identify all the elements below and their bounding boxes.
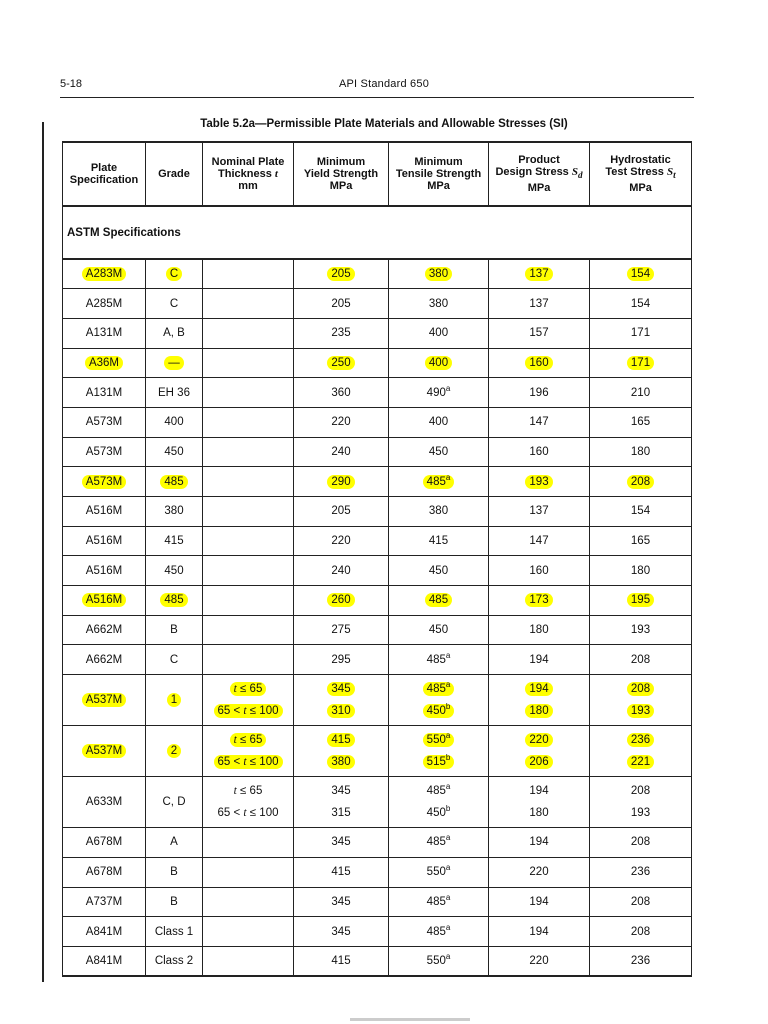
design-stress-cell: 173: [489, 586, 590, 616]
grade-cell: 485: [146, 586, 203, 616]
design-stress-cell: 160: [489, 437, 590, 467]
spec-cell: A573M: [63, 467, 146, 497]
test-stress-cell: 208: [590, 887, 692, 917]
tensile-cell: 485$^a$: [389, 645, 489, 675]
spec-cell: A841M: [63, 917, 146, 947]
test-stress-cell: 180: [590, 556, 692, 586]
running-header: API Standard 650: [338, 78, 430, 90]
table-row: [63, 556, 692, 586]
grade-cell: C: [146, 645, 203, 675]
test-stress-cell: 180: [590, 437, 692, 467]
table-row: [63, 645, 692, 675]
table-row: [63, 586, 692, 616]
design-stress-cell: 180: [489, 615, 590, 645]
spec-cell: A633M: [63, 777, 146, 828]
grade-cell: A: [146, 828, 203, 858]
yield-cell: 345: [294, 887, 389, 917]
test-stress-cell: 236: [590, 946, 692, 976]
table-row: [63, 407, 692, 437]
yield-cell: 415: [294, 857, 389, 887]
thickness-cell: [203, 586, 294, 616]
grade-cell: B: [146, 887, 203, 917]
tensile-cell: 485$^a$: [389, 828, 489, 858]
table-row: [63, 378, 692, 408]
thickness-cell: [203, 526, 294, 556]
test-stress-cell: 195: [590, 586, 692, 616]
yield-cell: 205: [294, 259, 389, 289]
design-stress-cell: 137: [489, 497, 590, 527]
yield-cell: 250: [294, 348, 389, 378]
design-stress-cell: 194: [489, 645, 590, 675]
table-row: [63, 726, 692, 777]
yield-cell: 345: [294, 828, 389, 858]
yield-cell: 260: [294, 586, 389, 616]
yield-cell: 205: [294, 289, 389, 319]
table-row: [63, 615, 692, 645]
change-bar: [42, 122, 44, 982]
section-row: [63, 206, 692, 259]
table-row: [63, 348, 692, 378]
thickness-cell: [203, 917, 294, 947]
section-label: ASTM Specifications: [63, 206, 692, 259]
spec-cell: A537M: [63, 675, 146, 726]
thickness-cell: t ≤ 65 65 < t ≤ 100: [203, 726, 294, 777]
grade-cell: C: [146, 289, 203, 319]
design-stress-cell: 194 180: [489, 675, 590, 726]
thickness-cell: [203, 857, 294, 887]
test-stress-cell: 154: [590, 259, 692, 289]
test-stress-cell: 171: [590, 348, 692, 378]
yield-cell: 240: [294, 556, 389, 586]
table-row: [63, 887, 692, 917]
tensile-cell: 450: [389, 437, 489, 467]
table-row: [63, 526, 692, 556]
yield-cell: 205: [294, 497, 389, 527]
test-stress-cell: 208 193: [590, 777, 692, 828]
grade-cell: C, D: [146, 777, 203, 828]
spec-cell: A36M: [63, 348, 146, 378]
table-header-row: [63, 142, 692, 206]
thickness-cell: [203, 259, 294, 289]
table-row: [63, 467, 692, 497]
tensile-cell: 550$^a$: [389, 946, 489, 976]
test-stress-cell: 208 193: [590, 675, 692, 726]
footer-watermark: [350, 1018, 470, 1021]
yield-cell: 235: [294, 318, 389, 348]
test-stress-cell: 154: [590, 289, 692, 319]
grade-cell: B: [146, 857, 203, 887]
yield-cell: 290: [294, 467, 389, 497]
yield-cell: 345 310: [294, 675, 389, 726]
spec-cell: A537M: [63, 726, 146, 777]
grade-cell: 415: [146, 526, 203, 556]
spec-cell: A516M: [63, 586, 146, 616]
yield-cell: 345 315: [294, 777, 389, 828]
spec-cell: A678M: [63, 828, 146, 858]
thickness-cell: [203, 946, 294, 976]
tensile-cell: 550$^a$: [389, 857, 489, 887]
thickness-cell: t ≤ 65 65 < t ≤ 100: [203, 777, 294, 828]
tensile-cell: 400: [389, 348, 489, 378]
design-stress-cell: 157: [489, 318, 590, 348]
thickness-cell: [203, 437, 294, 467]
table-row: [63, 917, 692, 947]
table-row: [63, 437, 692, 467]
test-stress-cell: 165: [590, 407, 692, 437]
spec-cell: A516M: [63, 556, 146, 586]
yield-cell: 240: [294, 437, 389, 467]
spec-cell: A678M: [63, 857, 146, 887]
grade-cell: 1: [146, 675, 203, 726]
spec-cell: A516M: [63, 497, 146, 527]
grade-cell: 380: [146, 497, 203, 527]
grade-cell: C: [146, 259, 203, 289]
design-stress-cell: 220 206: [489, 726, 590, 777]
yield-cell: 415: [294, 946, 389, 976]
yield-cell: 360: [294, 378, 389, 408]
page-number: 5-18: [60, 78, 83, 90]
design-stress-cell: 147: [489, 526, 590, 556]
tensile-cell: 485$^a$ 450$^b$: [389, 675, 489, 726]
tensile-cell: 485$^a$: [389, 467, 489, 497]
col-header: Hydrostatic Test Stress $S_t$ MPa: [590, 142, 692, 206]
grade-cell: Class 1: [146, 917, 203, 947]
thickness-cell: [203, 289, 294, 319]
spec-cell: A662M: [63, 645, 146, 675]
table-row: [63, 497, 692, 527]
spec-cell: A131M: [63, 318, 146, 348]
grade-cell: A, B: [146, 318, 203, 348]
thickness-cell: [203, 828, 294, 858]
thickness-cell: [203, 318, 294, 348]
yield-cell: 345: [294, 917, 389, 947]
table-row: [63, 946, 692, 976]
table-caption: Table 5.2a—Permissible Plate Materials and Allowable Stresses (SI): [200, 118, 568, 130]
thickness-cell: [203, 407, 294, 437]
design-stress-cell: 193: [489, 467, 590, 497]
thickness-cell: t ≤ 65 65 < t ≤ 100: [203, 675, 294, 726]
test-stress-cell: 208: [590, 917, 692, 947]
spec-cell: A737M: [63, 887, 146, 917]
tensile-cell: 485$^a$: [389, 887, 489, 917]
grade-cell: 450: [146, 556, 203, 586]
tensile-cell: 400: [389, 318, 489, 348]
test-stress-cell: 236: [590, 857, 692, 887]
yield-cell: 275: [294, 615, 389, 645]
yield-cell: 295: [294, 645, 389, 675]
test-stress-cell: 171: [590, 318, 692, 348]
design-stress-cell: 194 180: [489, 777, 590, 828]
thickness-cell: [203, 348, 294, 378]
spec-cell: A131M: [63, 378, 146, 408]
header-rule: [60, 97, 694, 98]
design-stress-cell: 194: [489, 887, 590, 917]
spec-cell: A573M: [63, 407, 146, 437]
thickness-cell: [203, 378, 294, 408]
test-stress-cell: 154: [590, 497, 692, 527]
table-row: [63, 675, 692, 726]
design-stress-cell: 147: [489, 407, 590, 437]
materials-table: [62, 141, 692, 977]
design-stress-cell: 220: [489, 857, 590, 887]
test-stress-cell: 208: [590, 828, 692, 858]
tensile-cell: 380: [389, 497, 489, 527]
yield-cell: 415 380: [294, 726, 389, 777]
spec-cell: A662M: [63, 615, 146, 645]
grade-cell: 2: [146, 726, 203, 777]
tensile-cell: 400: [389, 407, 489, 437]
tensile-cell: 485: [389, 586, 489, 616]
grade-cell: 485: [146, 467, 203, 497]
design-stress-cell: 137: [489, 289, 590, 319]
spec-cell: A285M: [63, 289, 146, 319]
table-row: [63, 259, 692, 289]
table-row: [63, 289, 692, 319]
table-row: [63, 857, 692, 887]
spec-cell: A516M: [63, 526, 146, 556]
col-header: Minimum Yield Strength MPa: [294, 142, 389, 206]
test-stress-cell: 193: [590, 615, 692, 645]
design-stress-cell: 137: [489, 259, 590, 289]
grade-cell: B: [146, 615, 203, 645]
design-stress-cell: 194: [489, 828, 590, 858]
thickness-cell: [203, 556, 294, 586]
design-stress-cell: 220: [489, 946, 590, 976]
table-row: [63, 777, 692, 828]
col-header: Nominal Plate Thickness t mm: [203, 142, 294, 206]
yield-cell: 220: [294, 407, 389, 437]
tensile-cell: 450: [389, 615, 489, 645]
spec-cell: A841M: [63, 946, 146, 976]
grade-cell: —: [146, 348, 203, 378]
test-stress-cell: 208: [590, 645, 692, 675]
spec-cell: A573M: [63, 437, 146, 467]
design-stress-cell: 160: [489, 556, 590, 586]
table-row: [63, 828, 692, 858]
design-stress-cell: 160: [489, 348, 590, 378]
tensile-cell: 490$^a$: [389, 378, 489, 408]
spec-cell: A283M: [63, 259, 146, 289]
grade-cell: EH 36: [146, 378, 203, 408]
thickness-cell: [203, 615, 294, 645]
design-stress-cell: 196: [489, 378, 590, 408]
tensile-cell: 485$^a$ 450$^b$: [389, 777, 489, 828]
thickness-cell: [203, 887, 294, 917]
tensile-cell: 485$^a$: [389, 917, 489, 947]
grade-cell: Class 2: [146, 946, 203, 976]
col-header: Product Design Stress $S_d$ MPa: [489, 142, 590, 206]
grade-cell: 400: [146, 407, 203, 437]
test-stress-cell: 236 221: [590, 726, 692, 777]
design-stress-cell: 194: [489, 917, 590, 947]
thickness-cell: [203, 645, 294, 675]
tensile-cell: 450: [389, 556, 489, 586]
tensile-cell: 380: [389, 259, 489, 289]
col-header: Grade: [146, 142, 203, 206]
tensile-cell: 415: [389, 526, 489, 556]
tensile-cell: 380: [389, 289, 489, 319]
test-stress-cell: 165: [590, 526, 692, 556]
table-row: [63, 318, 692, 348]
col-header: Plate Specification: [63, 142, 146, 206]
col-header: Minimum Tensile Strength MPa: [389, 142, 489, 206]
yield-cell: 220: [294, 526, 389, 556]
thickness-cell: [203, 467, 294, 497]
tensile-cell: 550$^a$ 515$^b$: [389, 726, 489, 777]
grade-cell: 450: [146, 437, 203, 467]
test-stress-cell: 210: [590, 378, 692, 408]
test-stress-cell: 208: [590, 467, 692, 497]
thickness-cell: [203, 497, 294, 527]
